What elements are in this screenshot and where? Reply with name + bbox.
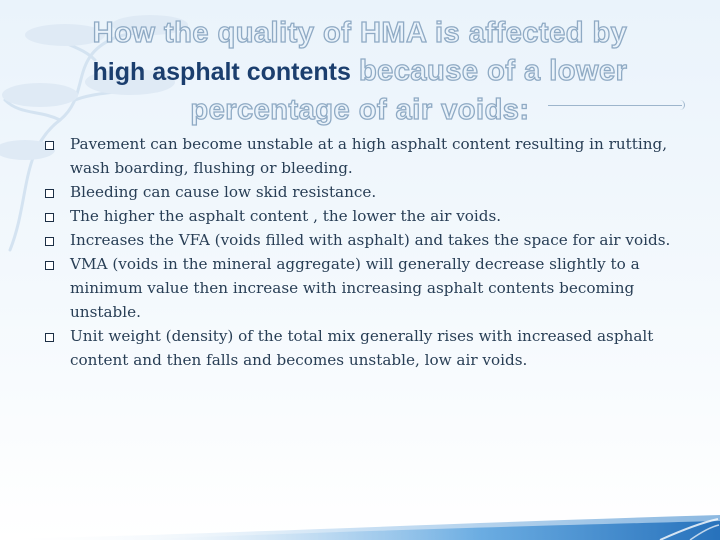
bullet-text: The higher the asphalt content , the lower the air voids. bbox=[70, 207, 502, 225]
hollow-square-bullet-icon bbox=[45, 261, 54, 270]
bullet-text: Pavement can become unstable at a high asphalt content resulting in rutting, wash boarding, flushing or bleeding. bbox=[70, 135, 668, 177]
hollow-square-bullet-icon bbox=[45, 237, 54, 246]
bullet-text: VMA (voids in the mineral aggregate) will generally decrease slightly to a minimum value then increase with increasing asphalt contents becoming unstable. bbox=[70, 255, 640, 321]
list-item bbox=[45, 252, 685, 324]
title-part-1: How the quality of HMA is affected by bbox=[92, 17, 628, 49]
hollow-square-bullet-icon bbox=[45, 333, 54, 342]
bullet-text: Unit weight (density) of the total mix generally rises with increased asphalt content and then falls and becomes unstable, low air voids. bbox=[70, 327, 654, 369]
title-part-3: because of a lower percentage of air voids: bbox=[190, 55, 628, 126]
bullet-text: Increases the VFA (voids filled with asphalt) and takes the space for air voids. bbox=[70, 231, 671, 249]
hollow-square-bullet-icon bbox=[45, 189, 54, 198]
list-item bbox=[45, 180, 685, 204]
bullet-list bbox=[45, 132, 685, 372]
list-item bbox=[45, 132, 685, 180]
bullet-text: Bleeding can cause low skid resistance. bbox=[70, 183, 377, 201]
hollow-square-bullet-icon bbox=[45, 213, 54, 222]
hollow-square-bullet-icon bbox=[45, 141, 54, 150]
title-part-2-bold: high asphalt contents bbox=[92, 58, 351, 86]
title-underline bbox=[548, 105, 682, 106]
list-item bbox=[45, 324, 685, 372]
slide-title bbox=[20, 14, 700, 129]
list-item bbox=[45, 228, 685, 252]
footer-swoosh-decoration bbox=[0, 505, 720, 540]
list-item bbox=[45, 204, 685, 228]
